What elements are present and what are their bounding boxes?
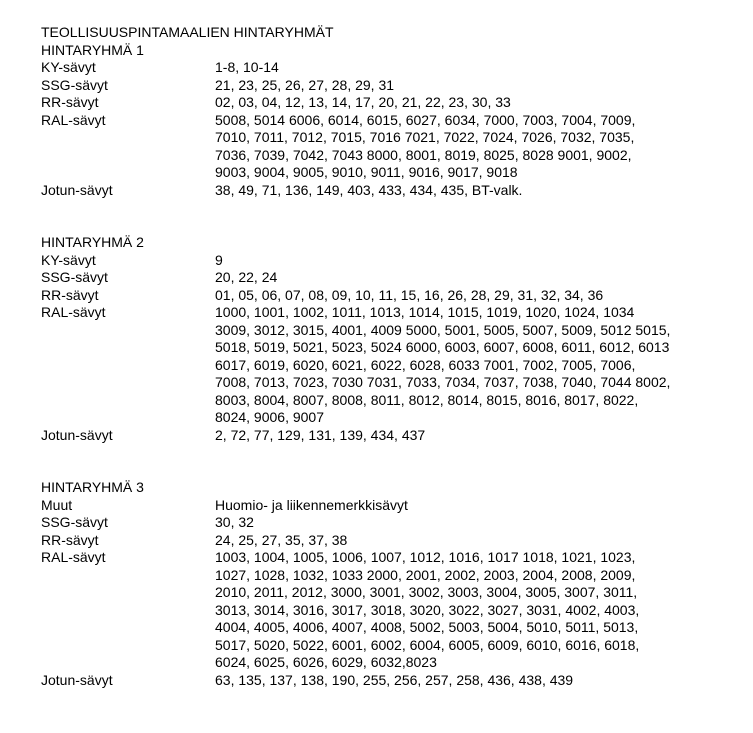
shade-value-line: 30, 32 xyxy=(215,514,254,530)
shade-label: KY-sävyt xyxy=(41,59,96,75)
shade-value-line: 6024, 6025, 6026, 6029, 6032,8023 xyxy=(215,654,437,670)
shade-values xyxy=(215,112,731,182)
shade-value-line: 8024, 9006, 9007 xyxy=(215,409,324,425)
shade-row xyxy=(41,252,731,270)
shade-value-line: 3009, 3012, 3015, 4001, 4009 5000, 5001, 5005, 5007, 5009, 5012 5015, xyxy=(215,321,671,338)
shade-row xyxy=(41,514,731,532)
shade-value-line: 38, 49, 71, 136, 149, 403, 433, 434, 435, BT-valk. xyxy=(215,181,523,198)
group-heading: HINTARYHMÄ 2 xyxy=(41,234,144,250)
shade-value-line: 21, 23, 25, 26, 27, 28, 29, 31 xyxy=(215,76,395,93)
group-heading: HINTARYHMÄ 1 xyxy=(41,41,144,58)
shade-values xyxy=(215,59,731,77)
shade-row xyxy=(41,672,731,690)
shade-label: RR-sävyt xyxy=(41,94,99,110)
shade-values xyxy=(215,497,731,515)
shade-value-line: 3013, 3014, 3016, 3017, 3018, 3020, 3022, 3027, 3031, 4002, 4003, xyxy=(215,601,640,618)
document xyxy=(41,24,731,689)
shade-value-line: 1-8, 10-14 xyxy=(215,59,279,75)
shade-row xyxy=(41,269,731,287)
shade-row xyxy=(41,59,731,77)
shade-row xyxy=(41,182,731,200)
shade-label: SSG-sävyt xyxy=(41,269,108,285)
shade-label: SSG-sävyt xyxy=(41,514,108,530)
shade-row xyxy=(41,94,731,112)
shade-value-line: 6017, 6019, 6020, 6021, 6022, 6028, 6033 7001, 7002, 7005, 7006, xyxy=(215,356,636,373)
shade-value-line: 02, 03, 04, 12, 13, 14, 17, 20, 21, 22, 23, 30, 33 xyxy=(215,94,511,110)
shade-label: KY-sävyt xyxy=(41,251,96,268)
shade-value-line: 9 xyxy=(215,251,223,268)
price-group-1 xyxy=(41,42,731,200)
shade-values xyxy=(215,287,731,305)
shade-value-line: 4004, 4005, 4006, 4007, 4008, 5002, 5003, 5004, 5010, 5011, 5013, xyxy=(215,619,639,635)
shade-label: Jotun-sävyt xyxy=(41,671,113,688)
shade-value-line: 7008, 7013, 7023, 7030 7031, 7033, 7034, 7037, 7038, 7040, 7044 8002, xyxy=(215,374,671,390)
shade-value-line: 7036, 7039, 7042, 7043 8000, 8001, 8019, 8025, 8028 9001, 9002, xyxy=(215,146,632,163)
group-spacer xyxy=(41,199,731,234)
shade-row xyxy=(41,549,731,672)
shade-values xyxy=(215,94,731,112)
shade-row xyxy=(41,112,731,182)
shade-label: RAL-sävyt xyxy=(41,111,106,128)
shade-value-line: 2010, 2011, 2012, 3000, 3001, 3002, 3003, 3004, 3005, 3007, 3011, xyxy=(215,584,638,600)
shade-value-line: 5008, 5014 6006, 6014, 6015, 6027, 6034, 7000, 7003, 7004, 7009, xyxy=(215,111,636,128)
shade-values xyxy=(215,252,731,270)
shade-value-line: 9003, 9004, 9005, 9010, 9011, 9016, 9017, 9018 xyxy=(215,164,518,180)
shade-row xyxy=(41,427,731,445)
shade-row xyxy=(41,497,731,515)
shade-value-line: 01, 05, 06, 07, 08, 09, 10, 11, 15, 16, 26, 28, 29, 31, 32, 34, 36 xyxy=(215,286,604,303)
price-groups xyxy=(41,42,731,690)
shade-values xyxy=(215,672,731,690)
shade-values xyxy=(215,427,731,445)
shade-value-line: 8003, 8004, 8007, 8008, 8011, 8012, 8014, 8015, 8016, 8017, 8022, xyxy=(215,391,639,408)
shade-label: RR-sävyt xyxy=(41,531,99,548)
shade-values xyxy=(215,549,731,672)
shade-row xyxy=(41,532,731,550)
shade-value-line: 2, 72, 77, 129, 131, 139, 434, 437 xyxy=(215,426,426,443)
shade-label: RAL-sävyt xyxy=(41,304,106,320)
shade-row xyxy=(41,77,731,95)
shade-label: Jotun-sävyt xyxy=(41,181,113,198)
shade-value-line: 63, 135, 137, 138, 190, 255, 256, 257, 258, 436, 438, 439 xyxy=(215,671,574,688)
shade-value-line: 1000, 1001, 1002, 1011, 1013, 1014, 1015, 1019, 1020, 1024, 1034 xyxy=(215,304,635,320)
shade-label: Jotun-sävyt xyxy=(41,426,113,443)
group-spacer xyxy=(41,444,731,479)
price-group-2 xyxy=(41,234,731,444)
group-heading: HINTARYHMÄ 3 xyxy=(41,479,144,495)
shade-values xyxy=(215,532,731,550)
shade-value-line: 7010, 7011, 7012, 7015, 7016 7021, 7022, 7024, 7026, 7032, 7035, xyxy=(215,129,635,145)
shade-values xyxy=(215,269,731,287)
shade-value-line: 5018, 5019, 5021, 5023, 5024 6000, 6003, 6007, 6008, 6011, 6012, 6013 xyxy=(215,339,670,355)
shade-label: RAL-sävyt xyxy=(41,549,106,565)
shade-values xyxy=(215,182,731,200)
shade-value-line: 1027, 1028, 1032, 1033 2000, 2001, 2002, 2003, 2004, 2008, 2009, xyxy=(215,566,636,583)
shade-value-line: 5017, 5020, 5022, 6001, 6002, 6004, 6005, 6009, 6010, 6016, 6018, xyxy=(215,636,640,653)
shade-values xyxy=(215,514,731,532)
shade-row xyxy=(41,304,731,427)
shade-label: Muut xyxy=(41,496,73,513)
shade-value-line: 24, 25, 27, 35, 37, 38 xyxy=(215,531,348,548)
shade-label: SSG-sävyt xyxy=(41,76,108,93)
shade-value-line: Huomio- ja liikennemerkkisävyt xyxy=(215,496,408,513)
shade-value-line: 1003, 1004, 1005, 1006, 1007, 1012, 1016, 1017 1018, 1021, 1023, xyxy=(215,549,636,565)
document-title: TEOLLISUUSPINTAMAALIEN HINTARYHMÄT xyxy=(41,24,334,40)
shade-values xyxy=(215,77,731,95)
shade-values xyxy=(215,304,731,427)
shade-row xyxy=(41,287,731,305)
shade-value-line: 20, 22, 24 xyxy=(215,269,278,285)
shade-label: RR-sävyt xyxy=(41,286,99,303)
price-group-3 xyxy=(41,479,731,689)
